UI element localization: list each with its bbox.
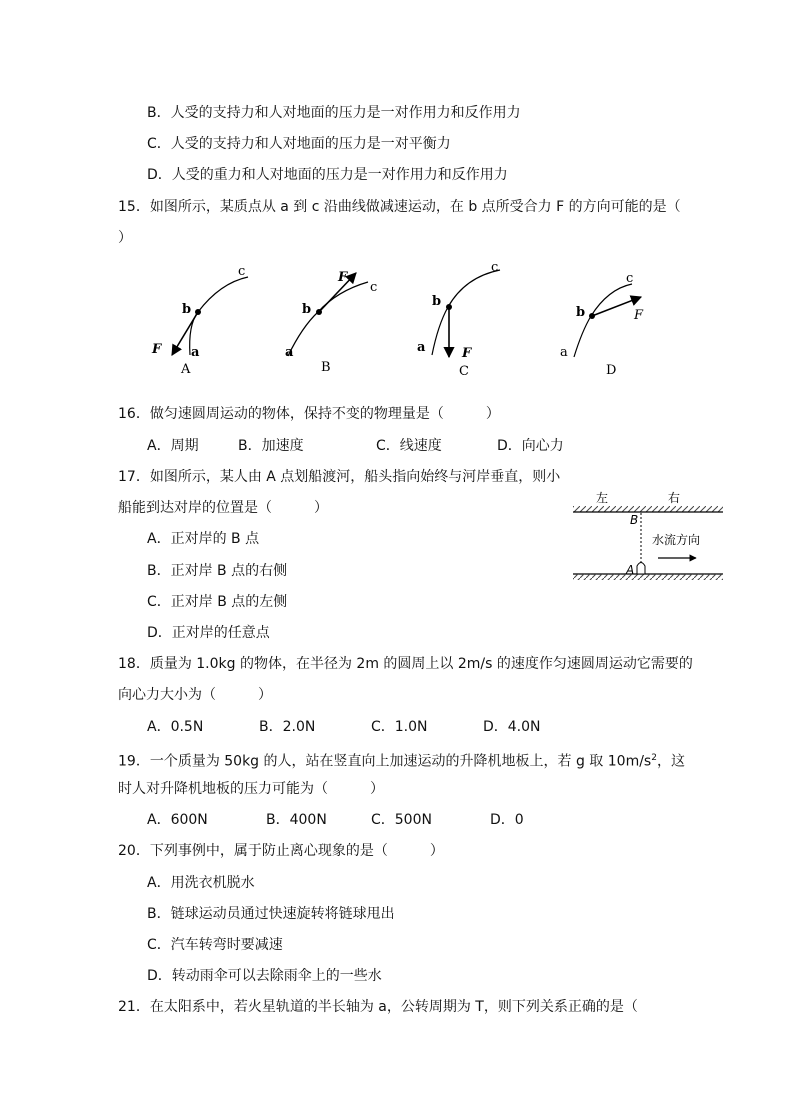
q15-figure-a xyxy=(151,264,248,377)
q20-stem: 20．下列事例中，属于防止离心现象的是（ ） xyxy=(118,843,444,859)
fig-b-label-c: c xyxy=(370,280,378,295)
fig-a-caption: A xyxy=(181,362,191,377)
q19-superscript: 2 xyxy=(651,753,657,763)
q18-option-d: D．4.0N xyxy=(483,719,541,735)
q18-option-a: A．0.5N xyxy=(147,719,204,735)
q18-stem-line1: 18．质量为 1.0kg 的物体，在半径为 2m 的圆周上以 2m/s 的速度作匀速圆周运动它需要的 xyxy=(118,656,693,672)
q14-option-d: D．人受的重力和人对地面的压力是一对作用力和反作用力 xyxy=(147,167,508,183)
diagram-right-label: 右 xyxy=(668,491,681,505)
q19-option-c: C．500N xyxy=(371,812,432,828)
q15-figures xyxy=(130,255,670,385)
q16-option-b: B．加速度 xyxy=(238,438,304,454)
fig-d-label-a: a xyxy=(560,345,568,360)
q15-stem-line1: 15．如图所示，某质点从 a 到 c 沿曲线做减速运动，在 b 点所受合力 F 的方向可能的是（ xyxy=(118,199,681,215)
q17-stem-line2: 船能到达对岸的位置是（ ） xyxy=(118,500,328,516)
q14-option-b: B．人受的支持力和人对地面的压力是一对作用力和反作用力 xyxy=(147,105,521,121)
fig-b-label-b: b xyxy=(302,302,312,317)
q20-option-d: D．转动雨伞可以去除雨伞上的一些水 xyxy=(147,968,382,984)
fig-a-label-b: b xyxy=(182,302,192,317)
fig-d-label-c: c xyxy=(626,271,634,286)
q15-stem-line2: ） xyxy=(118,230,132,246)
fig-d-label-b: b xyxy=(576,305,586,320)
fig-c-label-f: F xyxy=(462,346,472,361)
fig-b-label-a: a xyxy=(285,345,294,360)
q19-option-d: D．0 xyxy=(490,812,524,828)
diagram-flow-label: 水流方向 xyxy=(652,533,701,547)
fig-c-caption: C xyxy=(459,364,469,379)
q15-figure-d xyxy=(560,271,644,378)
fig-b-caption: B xyxy=(321,360,331,375)
q18-option-c: C．1.0N xyxy=(371,719,428,735)
q16-option-c: C．线速度 xyxy=(376,438,442,454)
q17-stem-line1: 17．如图所示，某人由 A 点划船渡河，船头指向始终与河岸垂直，则小 xyxy=(118,469,561,485)
q17-option-d: D．正对岸的任意点 xyxy=(147,625,270,641)
q19-stem-line1-b: ，这 xyxy=(656,753,685,770)
q20-option-c: C．汽车转弯时要减速 xyxy=(147,937,283,953)
q17-river-diagram xyxy=(568,482,728,592)
q19-stem-line1 xyxy=(118,749,685,771)
q19-option-b: B．400N xyxy=(266,812,327,828)
fig-c-label-a: a xyxy=(417,340,426,355)
q19-stem-line2: 时人对升降机地板的压力可能为（ ） xyxy=(118,781,384,797)
q17-option-b: B．正对岸 B 点的右侧 xyxy=(147,563,288,579)
q16-option-d: D．向心力 xyxy=(497,438,564,454)
fig-a-label-f: F xyxy=(152,342,162,357)
fig-d-label-f: F xyxy=(634,308,644,323)
fig-a-label-c: c xyxy=(238,264,246,279)
fig-b-label-f: F xyxy=(338,270,348,285)
q15-figure-b xyxy=(285,270,377,375)
diagram-left-label: 左 xyxy=(596,491,609,505)
q17-option-a: A．正对岸的 B 点 xyxy=(147,531,260,547)
diagram-point-a: A xyxy=(626,563,635,577)
q14-option-c: C．人受的支持力和人对地面的压力是一对平衡力 xyxy=(147,136,451,152)
fig-c-label-b: b xyxy=(432,294,442,309)
q17-option-c: C．正对岸 B 点的左侧 xyxy=(147,594,288,610)
q18-stem-line2: 向心力大小为（ ） xyxy=(118,687,272,703)
q16-stem: 16．做匀速圆周运动的物体，保持不变的物理量是（ ） xyxy=(118,406,500,422)
q18-option-b: B．2.0N xyxy=(259,719,316,735)
fig-a-label-a: a xyxy=(191,345,200,360)
q19-option-a: A．600N xyxy=(147,812,208,828)
diagram-point-b: B xyxy=(630,513,639,527)
q20-option-a: A．用洗衣机脱水 xyxy=(147,875,255,891)
q19-stem-line1-a: 19．一个质量为 50kg 的人，站在竖直向上加速运动的升降机地板上，若 g 取 10m/s xyxy=(118,753,652,770)
q21-stem: 21．在太阳系中，若火星轨道的半长轴为 a，公转周期为 T，则下列关系正确的是（ xyxy=(118,999,638,1015)
fig-c-label-c: c xyxy=(491,260,499,275)
fig-d-caption: D xyxy=(606,363,617,378)
q20-option-b: B．链球运动员通过快速旋转将链球甩出 xyxy=(147,906,395,922)
q16-option-a: A．周期 xyxy=(147,438,199,454)
q15-figure-c xyxy=(417,260,500,379)
